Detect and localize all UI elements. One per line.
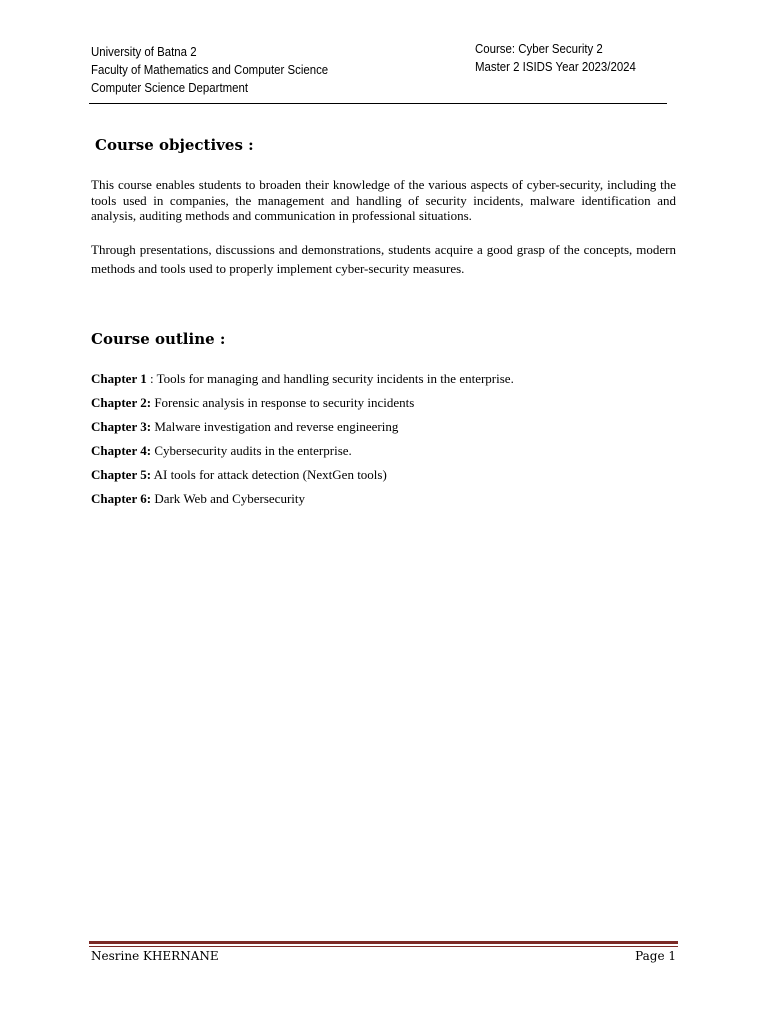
chapter-title: Forensic analysis in response to security incidents (151, 395, 415, 410)
objectives-paragraph-1: This course enables students to broaden their knowledge of the various aspects of cyber-security, including the tools used in companies, the management and handling of security incidents, malware identification and analysis, auditing methods and communication in professional situations. (91, 177, 676, 223)
chapter-title: Malware investigation and reverse engineering (151, 419, 399, 434)
chapter-item-1 (91, 370, 676, 394)
objectives-paragraph-2: Through presentations, discussions and demonstrations, students acquire a good grasp of the concepts, modern methods and tools used to properly implement cyber-security measures. (91, 242, 676, 276)
footer-rule-thin (89, 946, 678, 947)
header-divider (89, 103, 667, 104)
footer-page-number: Page 1 (635, 949, 676, 963)
chapter-title: Cybersecurity audits in the enterprise. (151, 443, 352, 458)
chapter-label: Chapter 3: (91, 419, 152, 434)
chapter-item-4 (91, 442, 676, 466)
chapter-label: Chapter 4: (91, 443, 152, 458)
chapter-title: : Tools for managing and handling security incidents in the enterprise. (146, 371, 514, 386)
chapter-label: Chapter 6: (91, 491, 152, 506)
university-name: University of Batna 2 (91, 44, 197, 59)
chapter-item-6 (91, 490, 676, 514)
header-course-block (475, 40, 636, 76)
course-title: Course: Cyber Security 2 (475, 41, 603, 56)
chapter-title: Dark Web and Cybersecurity (151, 491, 306, 506)
chapter-item-2 (91, 394, 676, 418)
chapter-label: Chapter 5: (91, 467, 152, 482)
chapter-item-5 (91, 466, 676, 490)
course-level-year: Master 2 ISIDS Year 2023/2024 (475, 59, 636, 74)
header-institution-block (91, 43, 328, 97)
chapter-item-3 (91, 418, 676, 442)
chapter-list (91, 370, 676, 514)
footer-rule-thick (89, 941, 678, 944)
chapter-label: Chapter 1 (91, 371, 147, 386)
chapter-label: Chapter 2: (91, 395, 152, 410)
footer-author: Nesrine KHERNANE (91, 949, 219, 963)
faculty-name: Faculty of Mathematics and Computer Science (91, 62, 329, 77)
chapter-title: AI tools for attack detection (NextGen tools) (151, 467, 387, 482)
objectives-heading: Course objectives : (95, 136, 254, 154)
outline-heading: Course outline : (91, 330, 226, 348)
department-name: Computer Science Department (91, 80, 249, 95)
